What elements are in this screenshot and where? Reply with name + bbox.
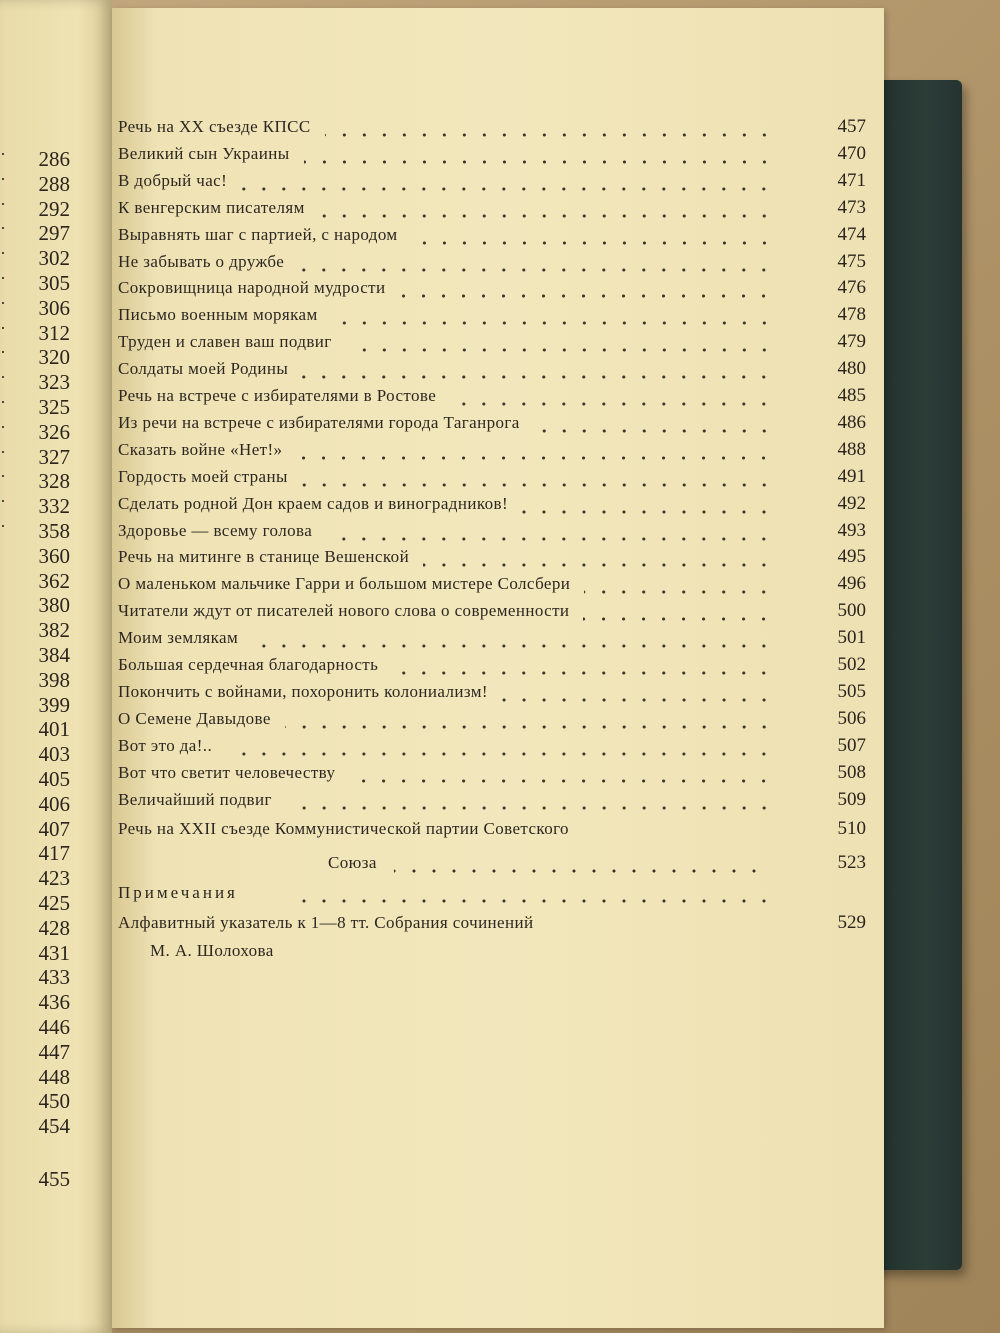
toc-entry-page: 492 [837,492,866,514]
toc-entry-title: Сказать войне «Нет!» [118,439,283,459]
toc-entry-title: Читатели ждут от писателей нового слова о современности [118,601,570,621]
toc-entry-page: 495 [837,546,866,568]
toc-leader [423,544,774,570]
toc-entry-page: 505 [837,680,866,702]
left-page-number: 428 [38,915,70,940]
toc-leader [302,464,774,490]
left-page-number: 436 [38,990,70,1015]
toc-entry [118,302,874,328]
right-page [112,8,884,1328]
toc-entry-page: 507 [837,734,866,756]
toc-leader [502,679,774,705]
toc-entry [118,383,874,409]
toc-entry-title: Вот что светит человечеству [118,762,336,782]
toc-entry-kpss-xxii [118,816,874,842]
toc-entry [118,437,874,463]
toc-entry-title: Покончить с войнами, похоронить колониализм! [118,681,488,701]
left-page-number: 455 [38,1167,70,1191]
left-leader-dot: · [0,243,6,264]
left-leader-dot: · [0,168,6,189]
left-page-number: 327 [38,444,70,469]
toc-leader [304,141,774,167]
left-page-number: 323 [38,370,70,395]
toc-leader [399,275,774,301]
left-page-number: 431 [38,940,70,965]
toc-entry-title: Сделать родной Дон краем садов и виноградников! [118,493,509,513]
toc-entry-index [118,910,874,936]
left-page-number: 417 [38,841,70,866]
left-page-number: 405 [38,767,70,791]
toc-entry-title: Труден и славен ваш подвиг [118,332,332,352]
toc-leader [241,168,774,194]
left-page-number: 448 [38,1064,70,1089]
toc-entry [118,625,874,651]
toc-entry-title: Вот это да!.. [118,735,213,755]
toc-leader [392,652,774,678]
left-leader-dot: · [0,218,6,239]
left-page-number: 398 [38,667,70,692]
toc-leader [534,410,774,436]
toc-entry-title: Примечания [118,883,238,902]
left-page-number: 358 [38,519,70,543]
toc-leader [412,222,774,248]
toc-entry [118,544,874,570]
left-page-number: 302 [38,246,70,271]
toc-entry [118,329,874,355]
toc-entry-page: 493 [837,519,866,541]
left-page-number: 454 [38,1114,70,1139]
left-page-number: 447 [38,1039,70,1064]
left-page-number: 320 [38,345,70,370]
left-leader-dot: · [0,416,6,437]
toc-leader [394,850,764,876]
left-page-number: 326 [38,419,70,444]
left-leader-dot: · [0,516,6,536]
toc-entry-title: Речь на встрече с избирателями в Ростове [118,386,437,405]
toc-entry [118,410,874,436]
left-page-number: 288 [38,171,70,196]
toc-entry [118,356,874,382]
toc-entry [118,571,874,597]
toc-entry-page: 476 [837,277,866,299]
toc-entry-title: В добрый час! [118,170,228,190]
toc-leader [285,706,774,732]
toc-leader [325,114,774,140]
left-page [0,0,112,1333]
left-page-number: 423 [38,866,70,891]
left-page-number: 360 [38,543,70,568]
left-page-number: 306 [38,295,70,320]
toc-leader [298,249,774,275]
toc-entry [118,114,874,140]
left-leader-dot: · [0,491,6,512]
toc-entry-page: 523 [837,852,866,873]
toc-entry [118,491,874,517]
toc-entry [118,275,874,301]
toc-entry-title: Речь на XXII съезде Коммунистической партии Советского [118,819,569,838]
toc-entry [118,249,874,275]
toc-entry-title: Алфавитный указатель к 1—8 тт. Собрания сочинений [118,913,534,932]
toc-entry [118,598,874,624]
toc-entry-title: Из речи на встрече с избирателями города Таганрога [118,412,520,432]
toc-entry-title: Речь на XX съезде КПСС [118,117,311,136]
toc-entry [118,195,874,221]
toc-entry-continuation: Союза [328,853,377,872]
toc-entry [118,787,874,813]
toc-entry-title: О маленьком мальчике Гарри и большом мистере Солсбери [118,574,571,594]
toc-entry-continuation: М. А. Шолохова [150,941,274,960]
toc-leader [346,329,774,355]
toc-entry-title: Гордость моей страны [118,466,288,486]
toc-leader [326,518,774,544]
toc-leader [226,733,774,759]
left-page-number: 450 [38,1089,70,1114]
toc-entry [118,679,874,705]
left-page-number: 286 [38,147,70,171]
left-leader-dot: · [0,144,6,164]
left-page-number: 325 [38,395,70,419]
left-page-number: 362 [38,568,70,593]
toc-entry-page: 457 [837,116,866,137]
left-leader-dot: · [0,367,6,388]
toc-leader [584,571,774,597]
toc-entry [118,760,874,786]
toc-entry [118,141,874,167]
toc-entry [118,518,874,544]
toc-leader [252,625,774,651]
toc-entry-page: 471 [837,169,866,191]
left-page-number: 292 [38,196,70,221]
toc-leader [349,760,774,786]
left-page-number: 328 [38,469,70,494]
toc-entry-page: 491 [837,465,866,487]
left-page-number: 384 [38,643,70,667]
toc-entry [118,222,874,248]
toc-entry-page: 509 [837,788,866,810]
left-page-number: 446 [38,1015,70,1039]
toc-entry-title: Солдаты моей Родины [118,359,289,379]
toc-entry-title: Речь на митинге в станице Вешенской [118,547,410,567]
toc-entry-page: 474 [837,223,866,245]
toc-leader [293,880,774,906]
left-page-number: 332 [38,494,70,519]
toc-entry-title: Большая сердечная благодарность [118,655,379,674]
left-leader-dot: · [0,292,6,313]
toc-leader [522,491,774,517]
toc-leader [583,598,774,624]
toc-entry-title: Не забывать о дружбе [118,251,285,271]
toc-leader [450,383,774,409]
toc-entry-title: Моим землякам [118,628,239,648]
left-page-number: 401 [38,717,70,742]
left-leader-dot: · [0,441,6,462]
toc-entry-notes [118,880,874,906]
toc-entry-title: Величайший подвиг [118,789,272,809]
toc-entry-page: 501 [837,627,866,649]
left-page-number: 382 [38,618,70,643]
left-page-number: 433 [38,965,70,990]
toc-leader [319,195,774,221]
left-page-number: 312 [38,320,70,345]
left-page-number: 425 [38,891,70,915]
toc-entry-title: Великий сын Украины [118,143,290,163]
toc-entry-page: 502 [837,654,866,675]
toc-leader [286,787,774,813]
toc-entry-page: 485 [837,385,866,406]
left-page-number: 406 [38,791,70,816]
left-leader-dot: · [0,342,6,363]
toc-entry-page: 496 [837,573,866,595]
toc-entry-title: О Семене Давыдове [118,708,271,728]
toc-entry-title: К венгерским писателям [118,197,305,217]
toc-entry-page: 473 [837,196,866,218]
toc-entry [118,464,874,490]
left-page-number: 297 [38,221,70,246]
toc-leader [302,356,774,382]
left-leader-dot: · [0,317,6,338]
toc-entry [118,733,874,759]
toc-leader [296,437,774,463]
toc-entry-page: 506 [837,707,866,729]
toc-entry-title: Выравнять шаг с партией, с народом [118,224,398,244]
left-page-number: 305 [38,271,70,295]
toc-entry [118,706,874,732]
toc-entry-page: 479 [837,331,866,353]
toc-entry-page: 475 [837,250,866,272]
left-leader-dot: · [0,392,6,412]
left-page-number: 399 [38,692,70,717]
toc-entry-title: Письмо военным морякам [118,305,318,325]
toc-entry-page: 470 [837,142,866,164]
toc-entry-page: 529 [837,912,866,933]
left-page-number: 403 [38,742,70,767]
toc-entry-title: Сокровищница народной мудрости [118,278,386,298]
toc-entry-page: 478 [837,304,866,326]
toc-entry-title: Здоровье — всему голова [118,520,313,540]
toc-entry-page: 486 [837,411,866,433]
left-leader-dot: · [0,193,6,214]
left-page-number: 380 [38,593,70,618]
toc-entry-page: 480 [837,358,866,380]
toc-entry [118,168,874,194]
toc-entry-page: 488 [837,438,866,460]
toc-entry-page: 500 [837,600,866,622]
toc-leader [332,302,774,328]
toc-entry [118,652,874,678]
left-page-number: 407 [38,816,70,841]
left-leader-dot: · [0,268,6,288]
toc-entry-page: 508 [837,761,866,783]
left-leader-dot: · [0,466,6,487]
toc-entry-page: 510 [837,818,866,839]
